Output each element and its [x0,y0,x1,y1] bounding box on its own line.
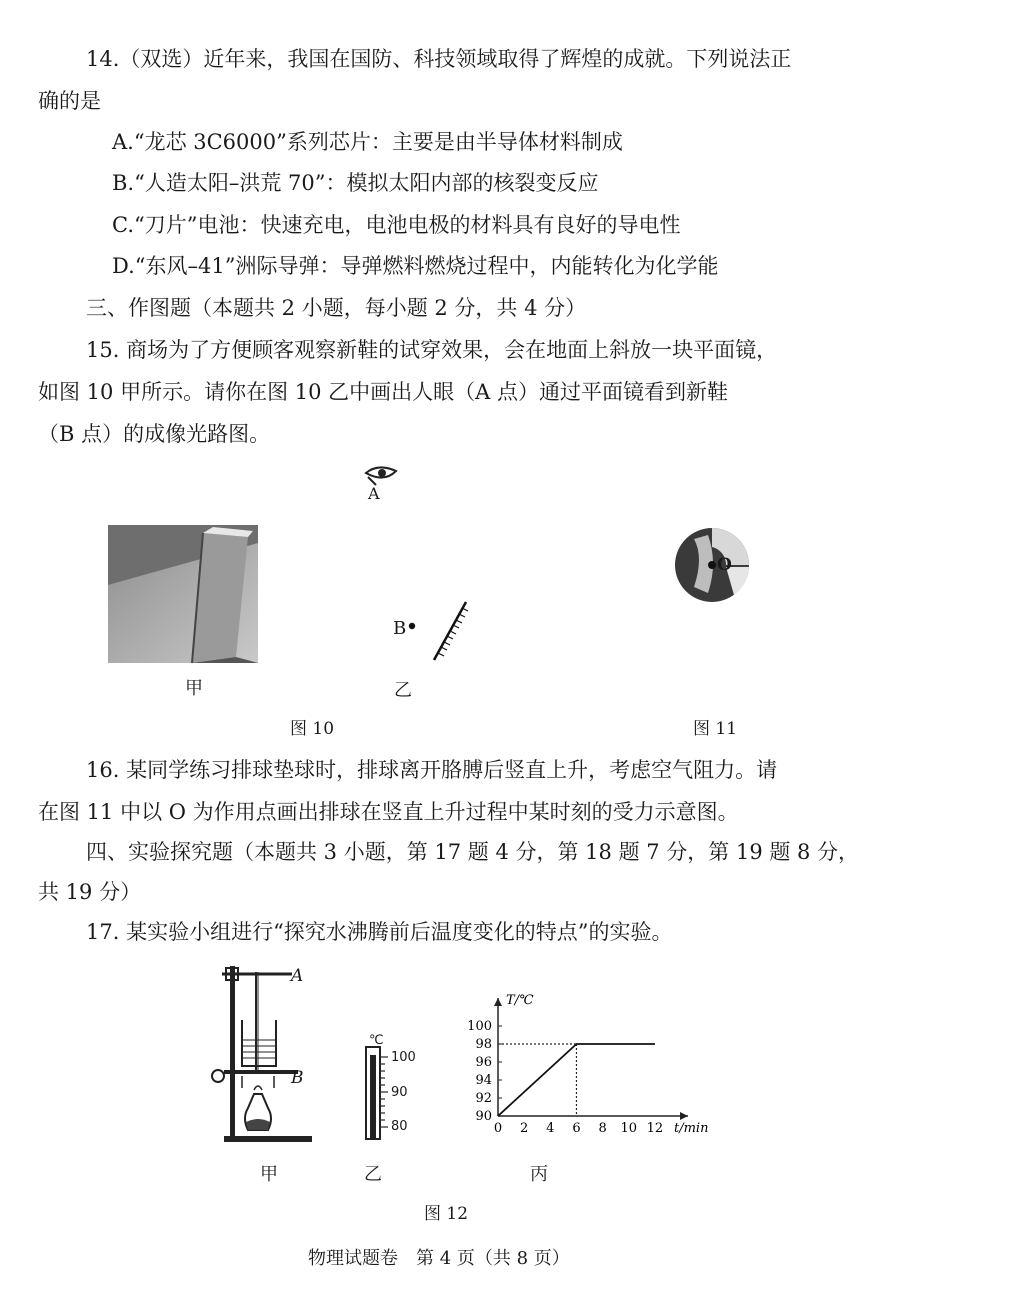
temperature-chart [460,993,709,1148]
section3-heading: 三、作图题（本题共 2 小题，每小题 2 分，共 4 分） [86,296,587,320]
y-tick-label: 100 [467,1019,492,1034]
q15-line2: 如图 10 甲所示。请你在图 10 乙中画出人眼（A 点）通过平面镜看到新鞋 [38,380,728,404]
volleyball-icon [674,527,754,607]
fig11-caption: 图 11 [693,719,738,739]
section4-heading-line2: 共 19 分） [38,880,142,904]
y-tick-label: 92 [475,1091,492,1106]
q15-line3: （B 点）的成像光路图。 [38,422,271,446]
x-axis-arrow [680,1112,688,1120]
fig10-caption: 图 10 [290,719,335,739]
fig11-point-o: O [717,555,732,575]
x-tick-label: 10 [620,1121,638,1136]
fig12-label-jia: 甲 [260,1164,278,1185]
fig10-label-jia: 甲 [185,678,203,699]
y-axis-arrow [494,998,502,1006]
x-axis-label: t/min [674,1121,709,1136]
fig12-label-a: A [291,966,304,986]
q14-option-d: D.“东风–41”洲际导弹：导弹燃料燃烧过程中，内能转化为化学能 [112,254,719,278]
q15-line1: 15. 商场为了方便顾客观察新鞋的试穿效果，会在地面上斜放一块平面镜， [86,338,778,362]
thermometer [360,1045,390,1145]
fig10-point-a: A [368,484,380,503]
thermometer-tick-100: 100 [391,1050,416,1065]
x-tick-label: 8 [598,1121,607,1136]
x-tick-label: 2 [520,1121,529,1136]
thermometer-tick-80: 80 [391,1119,408,1134]
thermometer-tick-90: 90 [391,1085,408,1100]
fig12-caption: 图 12 [424,1204,469,1224]
section4-heading-line1: 四、实验探究题（本题共 3 小题，第 17 题 4 分，第 18 题 7 分，第 19 题 8 分， [86,840,860,864]
x-tick-label: 12 [646,1121,664,1136]
boiling-apparatus [212,958,322,1148]
q14-option-a: A.“龙芯 3C6000”系列芯片：主要是由半导体材料制成 [112,130,623,154]
fig10-photo [108,525,258,663]
plane-mirror [428,598,478,668]
q14-option-b: B.“人造太阳–洪荒 70”：模拟太阳内部的核裂变反应 [112,171,599,195]
thermometer-unit: ℃ [369,1033,384,1048]
q16-line1: 16. 某同学练习排球垫球时，排球离开胳膊后竖直上升，考虑空气阻力。请 [86,758,778,782]
y-tick-label: 98 [475,1037,492,1052]
fig10-label-yi: 乙 [394,680,412,701]
y-tick-label: 94 [475,1073,492,1088]
page-footer: 物理试题卷 第 4 页（共 8 页） [308,1248,570,1269]
q17-line1: 17. 某实验小组进行“探究水沸腾前后温度变化的特点”的实验。 [86,920,673,944]
y-tick-label: 90 [475,1109,492,1124]
y-tick-label: 96 [475,1055,492,1070]
q14-stem-line1: 14.（双选）近年来，我国在国防、科技领域取得了辉煌的成就。下列说法正 [86,47,792,71]
x-tick-label: 4 [546,1121,555,1136]
q16-line2: 在图 11 中以 O 为作用点画出排球在竖直上升过程中某时刻的受力示意图。 [38,800,739,824]
x-tick-label: 6 [572,1121,581,1136]
q14-stem-line2: 确的是 [38,89,101,113]
fig10-point-b-dot [407,621,417,631]
q14-option-c: C.“刀片”电池：快速充电，电池电极的材料具有良好的导电性 [112,213,681,237]
fig12-label-b: B [291,1068,304,1088]
fig12-label-bing: 丙 [530,1164,548,1185]
fig10-point-b: B [393,618,407,639]
x-tick-label: 0 [493,1121,503,1136]
fig12-label-yi: 乙 [364,1164,382,1185]
y-axis-label: T/℃ [506,993,534,1008]
